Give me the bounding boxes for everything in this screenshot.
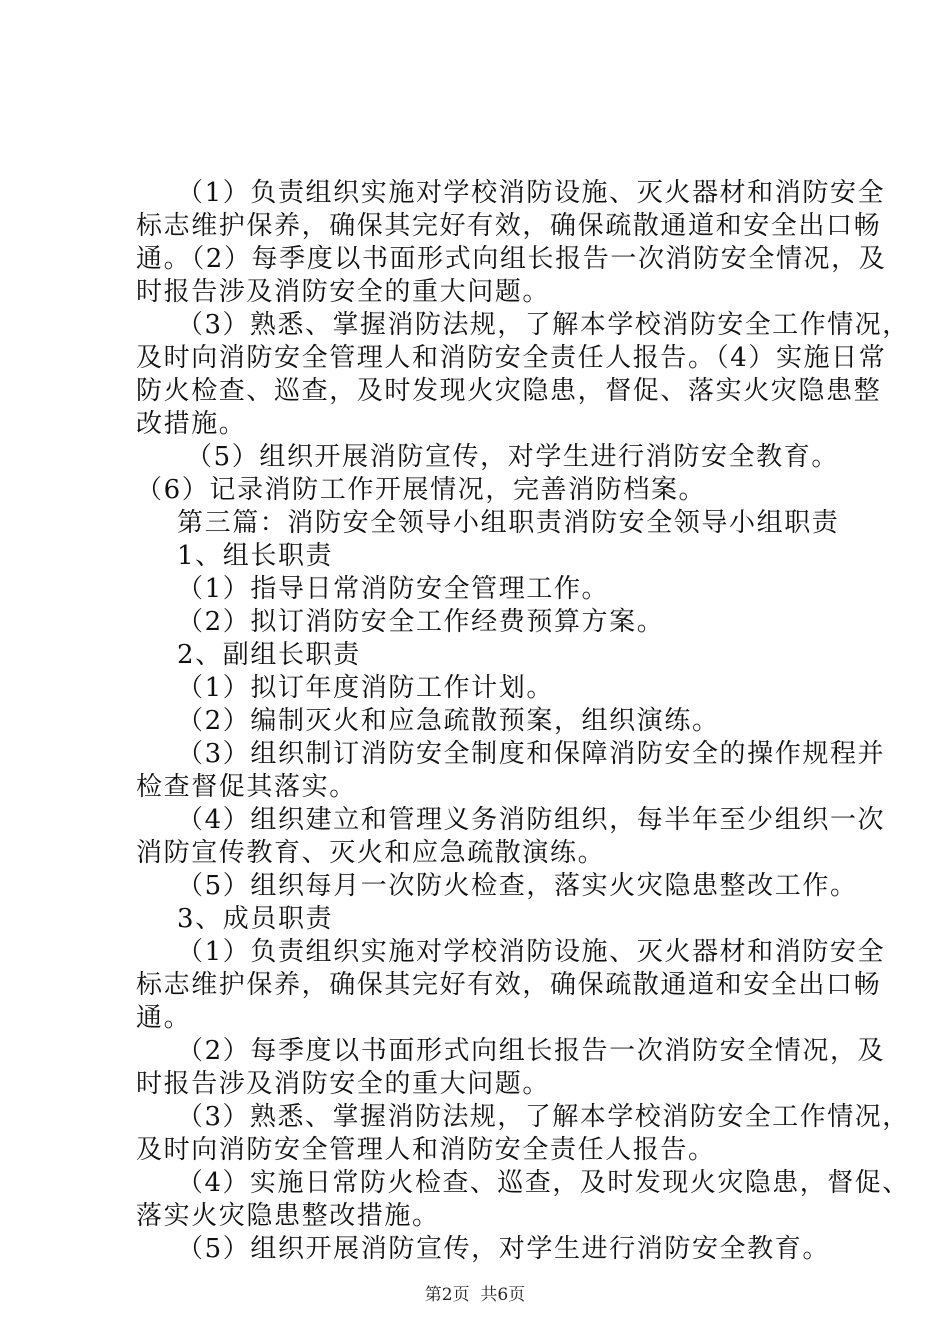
text-line: 标志维护保养，确保其完好有效，确保疏散通道和安全出口畅 bbox=[136, 970, 882, 1000]
text-line: 及时向消防安全管理人和消防安全责任人报告。 bbox=[136, 1135, 716, 1165]
text-line: （1）指导日常消防安全管理工作。 bbox=[177, 574, 610, 604]
text-line: 时报告涉及消防安全的重大问题。 bbox=[136, 1069, 551, 1099]
text-line: （1）负责组织实施对学校消防设施、灭火器材和消防安全 bbox=[177, 178, 886, 208]
text-line: 时报告涉及消防安全的重大问题。 bbox=[136, 277, 551, 307]
text-line: 通。（2）每季度以书面形式向组长报告一次消防安全情况，及 bbox=[136, 244, 887, 274]
text-line: （5）组织开展消防宣传，对学生进行消防安全教育。 bbox=[186, 442, 839, 472]
text-line: 改措施。 bbox=[136, 409, 247, 439]
text-line: （5）组织每月一次防火检查，落实火灾隐患整改工作。 bbox=[177, 871, 858, 901]
text-line: 通。 bbox=[136, 1003, 192, 1033]
subsection-heading: 3、成员职责 bbox=[177, 904, 334, 934]
text-line: 检查督促其落实。 bbox=[136, 772, 357, 802]
text-line: （3）组织制订消防安全制度和保障消防安全的操作规程并 bbox=[177, 739, 886, 769]
text-line: 及时向消防安全管理人和消防安全责任人报告。（4）实施日常 bbox=[136, 343, 887, 373]
text-line: （6）记录消防工作开展情况，完善消防档案。 bbox=[136, 475, 707, 505]
subsection-heading: 2、副组长职责 bbox=[177, 640, 361, 670]
text-line: （1）负责组织实施对学校消防设施、灭火器材和消防安全 bbox=[177, 937, 886, 967]
text-line: 消防宣传教育、灭火和应急疏散演练。 bbox=[136, 838, 606, 868]
page-number-footer: 第2页 共6页 bbox=[424, 1285, 526, 1305]
text-line: （2）拟订消防安全工作经费预算方案。 bbox=[177, 607, 665, 637]
text-line: （2）每季度以书面形式向组长报告一次消防安全情况，及 bbox=[177, 1036, 886, 1066]
text-line: （1）拟订年度消防工作计划。 bbox=[177, 673, 554, 703]
section-heading: 第三篇：消防安全领导小组职责消防安全领导小组职责 bbox=[177, 508, 840, 538]
text-line: 标志维护保养，确保其完好有效，确保疏散通道和安全出口畅 bbox=[136, 211, 882, 241]
text-line: 落实火灾隐患整改措施。 bbox=[136, 1201, 440, 1231]
text-line: （5）组织开展消防宣传，对学生进行消防安全教育。 bbox=[177, 1234, 830, 1264]
text-line: （4）实施日常防火检查、巡查，及时发现火灾隐患，督促、 bbox=[177, 1168, 910, 1198]
text-line: （2）编制灭火和应急疏散预案，组织演练。 bbox=[177, 706, 720, 736]
text-line: （3）熟悉、掌握消防法规，了解本学校消防安全工作情况， bbox=[177, 310, 910, 340]
subsection-heading: 1、组长职责 bbox=[177, 541, 334, 571]
text-line: 防火检查、巡查，及时发现火灾隐患，督促、落实火灾隐患整 bbox=[136, 376, 882, 406]
text-line: （3）熟悉、掌握消防法规，了解本学校消防安全工作情况， bbox=[177, 1102, 910, 1132]
text-line: （4）组织建立和管理义务消防组织，每半年至少组织一次 bbox=[177, 805, 886, 835]
